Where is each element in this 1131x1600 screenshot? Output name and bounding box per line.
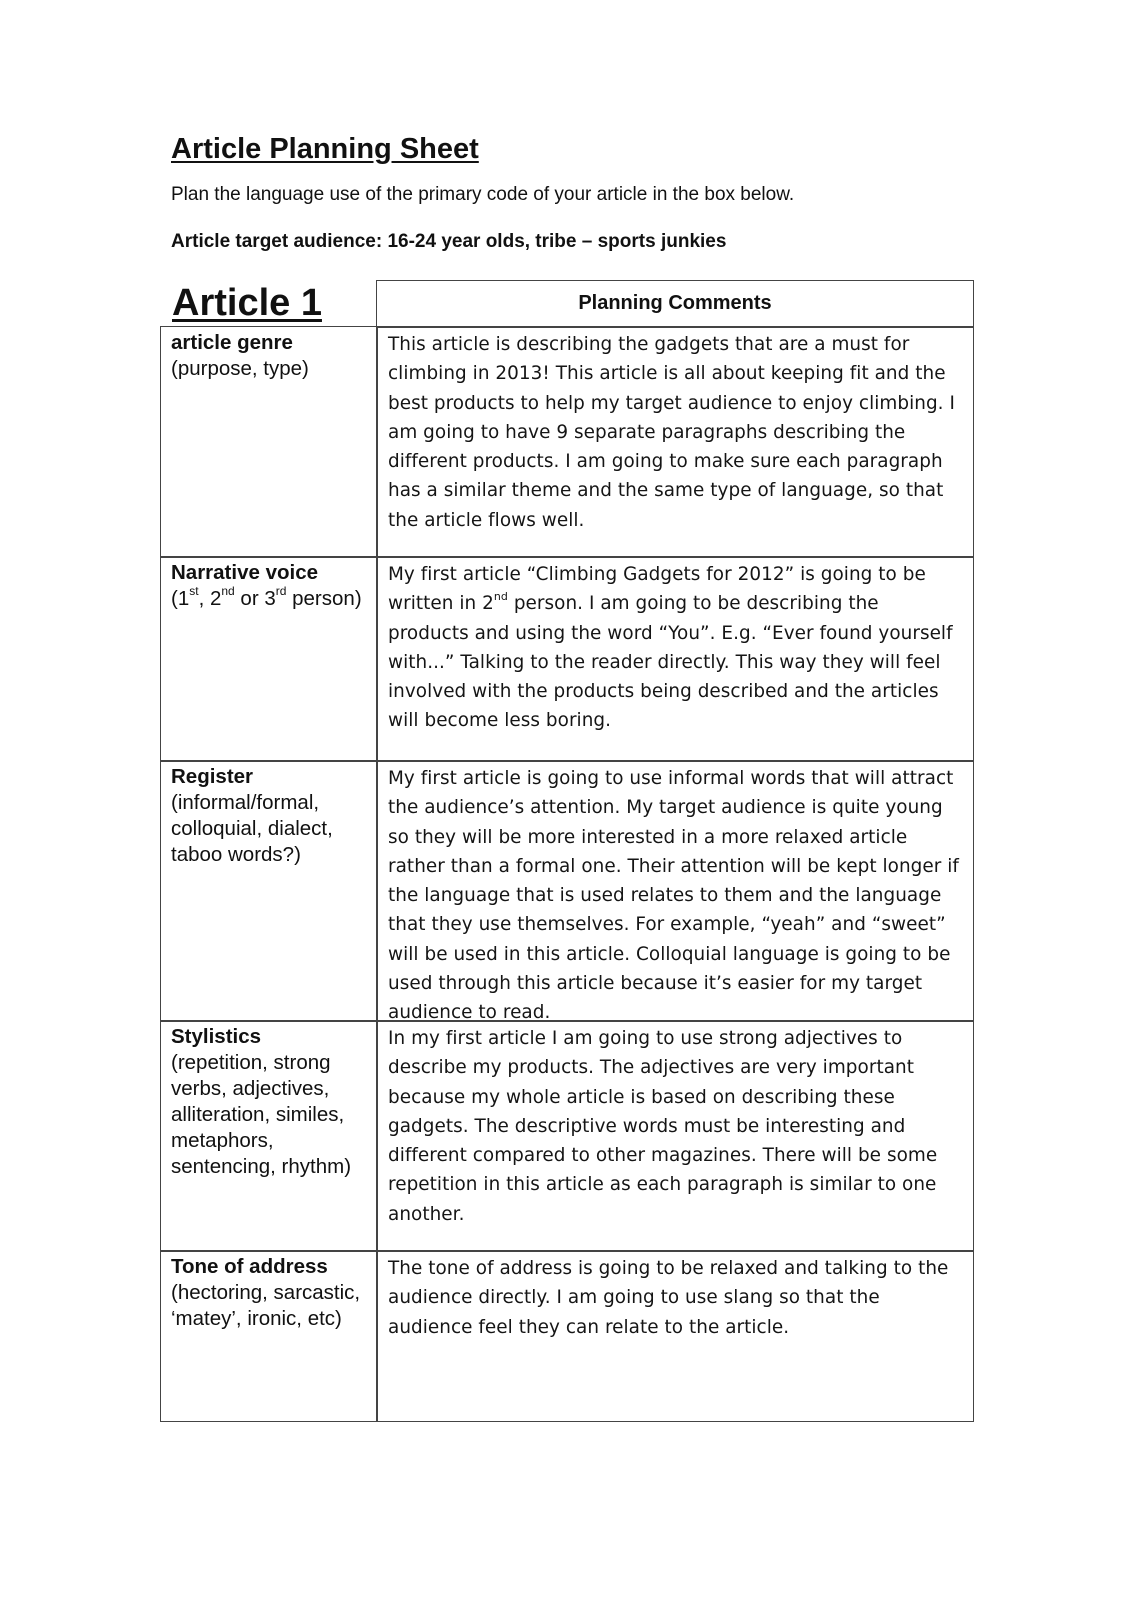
comment-text: My first article is going to use informal words that will attract the audience’s attention. My target audience is quite young so they will be more interested in a more relaxed article rather than a formal one. Their attention will be kept longer if the language that is used relates to them and the language that they use themselves. For example, “yeah” and “sweet” will be used in this article. Colloquial language is going to be used through this article because it’s easier for my target audience to read.: [388, 768, 959, 1024]
row-label-title: Narrative voice: [171, 561, 319, 584]
row-label-article-genre: [160, 326, 378, 558]
row-label-stylistics: [160, 1020, 378, 1252]
comment-article-genre: [376, 326, 974, 558]
article-heading-cell: [160, 280, 378, 328]
comment-narrative-voice: [376, 556, 974, 762]
row-label-narrative-voice: [160, 556, 378, 762]
comment-tone-of-address: [376, 1250, 974, 1422]
row-label-title: Stylistics: [171, 1025, 262, 1048]
article-heading: Article 1: [172, 282, 322, 324]
row-label-tone-of-address: [160, 1250, 378, 1422]
row-label-sub: (repetition, strong verbs, adjectives, alliteration, similes, metaphors, sentencing, rhythm): [171, 1051, 352, 1178]
planning-comments-header: Planning Comments: [578, 291, 772, 314]
row-label-title: Register: [171, 765, 254, 788]
comment-stylistics: [376, 1020, 974, 1252]
comment-text: The tone of address is going to be relaxed and talking to the audience directly. I am going to use slang so that the audience feel they can relate to the article.: [388, 1258, 949, 1338]
row-label-title: Tone of address: [171, 1255, 328, 1278]
comment-register: [376, 760, 974, 1022]
row-label-sub: (informal/formal, colloquial, dialect, taboo words?): [171, 791, 333, 866]
target-audience-text: Article target audience: 16-24 year olds, tribe – sports junkies: [171, 231, 727, 252]
page-title: Article Planning Sheet: [171, 133, 479, 165]
comment-text: This article is describing the gadgets that are a must for climbing in 2013! This article is all about keeping fit and the best products to help my target audience to enjoy climbing. I am going to have 9 separate paragraphs describing the different products. I am going to make sure each paragraph has a similar theme and the same type of language, so that the article flows well.: [388, 334, 955, 531]
column-header-cell: [376, 280, 974, 328]
row-label-sub: (purpose, type): [171, 357, 309, 380]
row-label-register: [160, 760, 378, 1022]
row-label-sub: (1st, 2nd or 3rd person): [171, 584, 362, 610]
instruction-text: Plan the language use of the primary code of your article in the box below.: [171, 184, 795, 205]
planning-table: [160, 280, 974, 1422]
row-label-title: article genre: [171, 331, 293, 354]
comment-text: My first article “Climbing Gadgets for 2012” is going to be written in 2nd person. I am going to be describing the products and using the word “You”. E.g. “Ever found yourself with...” Talking to the reader directly. This way they will feel involved with the products being described and the articles will become less boring.: [388, 564, 953, 732]
comment-text: In my first article I am going to use strong adjectives to describe my products. The adjectives are very important because my whole article is based on describing these gadgets. The descriptive words must be interesting and different compared to other magazines. There will be some repetition in this article as each paragraph is similar to one another.: [388, 1028, 938, 1225]
row-label-sub: (hectoring, sarcastic, ‘matey’, ironic, etc): [171, 1281, 361, 1330]
